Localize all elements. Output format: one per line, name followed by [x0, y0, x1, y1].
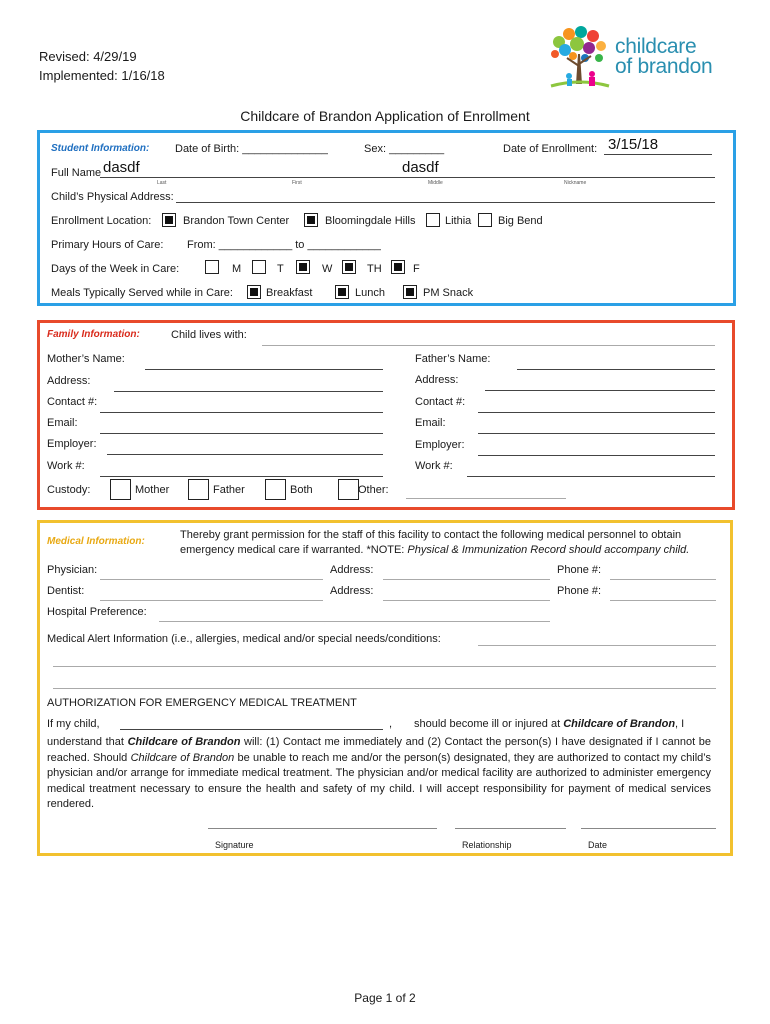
student-section-label: Student Information: [51, 143, 150, 154]
custody-checkbox-other[interactable] [338, 479, 359, 500]
custody-label-other: Other: [358, 484, 389, 496]
custody-checkbox-both[interactable] [265, 479, 286, 500]
full-name-line [100, 177, 715, 178]
meals-label: Meals Typically Served while in Care: [51, 287, 233, 299]
date-label: Date [588, 840, 608, 850]
meal-label-lunch: Lunch [355, 287, 385, 299]
custody-other-line[interactable] [406, 498, 566, 499]
dentist-line[interactable] [100, 600, 323, 601]
child-name-comma: , [389, 718, 393, 730]
day-label-th: TH [367, 263, 382, 275]
dob-label: Date of Birth: ______________ [175, 143, 328, 155]
page-number: Page 1 of 2 [354, 991, 416, 1005]
father-employer-label: Employer: [415, 439, 465, 451]
signature-label: Signature [215, 840, 254, 850]
sub-middle: Middle [428, 180, 443, 186]
custody-checkbox-father[interactable] [188, 479, 209, 500]
father-work-line[interactable] [467, 476, 715, 477]
form-title: Childcare of Brandon Application of Enrollment [240, 108, 530, 124]
permission-line-1: Thereby grant permission for the staff of this facility to contact the following medical personnel to obtain [180, 529, 682, 541]
location-label-brandon-town-center: Brandon Town Center [183, 215, 290, 227]
physician-phone-label: Phone #: [557, 564, 602, 576]
relationship-line[interactable] [455, 828, 566, 829]
father-work-label: Work #: [415, 460, 453, 472]
location-checkbox-lithia[interactable] [426, 213, 440, 227]
dentist-label: Dentist: [47, 585, 85, 597]
sub-first: First [292, 180, 302, 186]
location-checkbox-big-bend[interactable] [478, 213, 492, 227]
location-checkbox-brandon-town-center[interactable] [162, 213, 176, 227]
mother-work-line[interactable] [100, 476, 383, 477]
mother-contact-line[interactable] [100, 412, 383, 413]
physician-address-label: Address: [330, 564, 374, 576]
ccb-name-2: Childcare of Brandon [127, 736, 241, 748]
primary-hours-label: Primary Hours of Care: [51, 239, 164, 251]
signature-line[interactable] [208, 828, 437, 829]
father-contact-line[interactable] [478, 412, 715, 413]
para-part-2: will: (1) Contact me immediately and (2) Contact the person(s) I have designated if I cannot be reached. Should [47, 736, 711, 764]
should-become-ill-text: should become ill or injured at [414, 718, 564, 730]
enrollment-date-label: Date of Enrollment: [503, 143, 598, 155]
if-my-child-label: If my child, [47, 718, 100, 730]
custody-label: Custody: [47, 484, 91, 496]
sub-nickname: Nickname [564, 180, 587, 186]
medical-alert-line-2[interactable] [53, 666, 716, 667]
hours-from-to[interactable]: From: ____________ to ____________ [187, 239, 381, 251]
meal-checkbox-pm-snack[interactable] [403, 285, 417, 299]
father-name-label: Father’s Name: [415, 353, 491, 365]
day-checkbox-w[interactable] [296, 260, 310, 274]
physician-address-line[interactable] [383, 579, 550, 580]
physical-address-label: Child’s Physical Address: [51, 191, 174, 203]
mother-employer-line[interactable] [107, 454, 383, 455]
enrollment-date-value[interactable]: 3/15/18 [608, 136, 659, 153]
father-contact-label: Contact #: [415, 396, 466, 408]
full-name-label: Full Name [51, 167, 102, 179]
should-become-ill [414, 717, 684, 731]
meal-checkbox-lunch[interactable] [335, 285, 349, 299]
physician-line[interactable] [100, 579, 323, 580]
mother-name-label: Mother’s Name: [47, 353, 125, 365]
relationship-label: Relationship [462, 840, 512, 850]
day-checkbox-f[interactable] [391, 260, 405, 274]
logo-text-of-brandon: of brandon [615, 55, 713, 78]
day-checkbox-th[interactable] [342, 260, 356, 274]
custody-label-both: Both [290, 484, 313, 496]
family-section-label: Family Information: [47, 329, 140, 340]
permission-line-2b: Physical & Immunization Record should accompany child. [407, 544, 690, 556]
date-line[interactable] [581, 828, 716, 829]
sub-last: Last [157, 180, 167, 186]
mother-employer-label: Employer: [47, 438, 97, 450]
medical-alert-label: Medical Alert Information (i.e., allergies, medical and/or special needs/conditions: [47, 633, 441, 645]
ccb-name-1: Childcare of Brandon [563, 718, 676, 730]
implemented-date: Implemented: 1/16/18 [39, 68, 165, 83]
father-email-line[interactable] [478, 433, 715, 434]
day-label-w: W [322, 263, 333, 275]
father-email-label: Email: [415, 417, 446, 429]
mother-address-line[interactable] [114, 391, 383, 392]
day-checkbox-m[interactable] [205, 260, 219, 274]
child-name-line[interactable] [120, 729, 383, 730]
dentist-address-line[interactable] [383, 600, 550, 601]
dentist-phone-line[interactable] [610, 600, 716, 601]
ccb-name-3: Childcare of Brandon [130, 751, 235, 764]
father-address-line[interactable] [485, 390, 715, 391]
family-section [37, 320, 735, 510]
lives-with-line[interactable] [262, 345, 715, 346]
father-address-label: Address: [415, 374, 459, 386]
day-label-t: T [277, 263, 284, 275]
medical-alert-line-3[interactable] [53, 688, 716, 689]
enrollment-location-label: Enrollment Location: [51, 215, 152, 227]
location-label-lithia: Lithia [445, 215, 472, 227]
physical-address-line[interactable] [176, 202, 715, 203]
mother-name-line[interactable] [145, 369, 383, 370]
meal-checkbox-breakfast[interactable] [247, 285, 261, 299]
physician-label: Physician: [47, 564, 98, 576]
comma-i: , I [675, 718, 685, 730]
medical-alert-line-1[interactable] [478, 645, 716, 646]
revised-date: Revised: 4/29/19 [39, 49, 137, 64]
permission-line-2a: emergency medical care if warranted. *NOTE: [180, 544, 408, 556]
para-part-3: be unable to reach me and/or the person(s) designated, they are authorized to contact my child’s physician and/or arrange for immediate medical treatment. The physician and/or medical facility are authorized to administer emergency medical treatment necessary to ensure the health and safety of my child. I will accept responsibility for payment of medical services rendered. [47, 751, 712, 811]
brand-logo [545, 24, 725, 94]
mother-email-label: Email: [47, 417, 78, 429]
dentist-address-label: Address: [330, 585, 374, 597]
custody-checkbox-mother[interactable] [110, 479, 131, 500]
medical-section-label: Medical Information: [47, 536, 145, 547]
dentist-phone-label: Phone #: [557, 585, 602, 597]
day-label-m: M [232, 263, 242, 275]
father-name-line[interactable] [517, 369, 715, 370]
child-lives-with-label: Child lives with: [171, 329, 247, 341]
day-checkbox-t[interactable] [252, 260, 266, 274]
day-label-f: F [413, 263, 420, 275]
mother-work-label: Work #: [47, 460, 85, 472]
meal-label-pm-snack: PM Snack [423, 287, 474, 299]
custody-label-mother: Mother [135, 484, 170, 496]
last-name-value[interactable]: dasdf [103, 159, 140, 176]
custody-label-father: Father [213, 484, 245, 496]
mother-email-line[interactable] [100, 433, 383, 434]
authorization-title: AUTHORIZATION FOR EMERGENCY MEDICAL TREATMENT [47, 697, 357, 709]
authorization-paragraph [47, 735, 711, 813]
physician-phone-line[interactable] [610, 579, 716, 580]
permission-line-2 [180, 543, 689, 557]
meal-label-breakfast: Breakfast [266, 287, 313, 299]
location-checkbox-bloomingdale-hills[interactable] [304, 213, 318, 227]
hospital-label: Hospital Preference: [47, 606, 147, 618]
middle-name-value[interactable]: dasdf [402, 159, 439, 176]
father-employer-line[interactable] [478, 455, 715, 456]
sex-label: Sex: _________ [364, 143, 445, 155]
enrollment-date-line [604, 154, 712, 155]
para-part-1: understand that [47, 736, 128, 748]
hospital-line[interactable] [159, 621, 550, 622]
days-label: Days of the Week in Care: [51, 263, 180, 275]
mother-contact-label: Contact #: [47, 396, 98, 408]
tree-icon [545, 24, 615, 94]
location-label-big-bend: Big Bend [498, 215, 543, 227]
mother-address-label: Address: [47, 375, 91, 387]
location-label-bloomingdale-hills: Bloomingdale Hills [325, 215, 416, 227]
logo-text-childcare: childcare [615, 35, 697, 58]
